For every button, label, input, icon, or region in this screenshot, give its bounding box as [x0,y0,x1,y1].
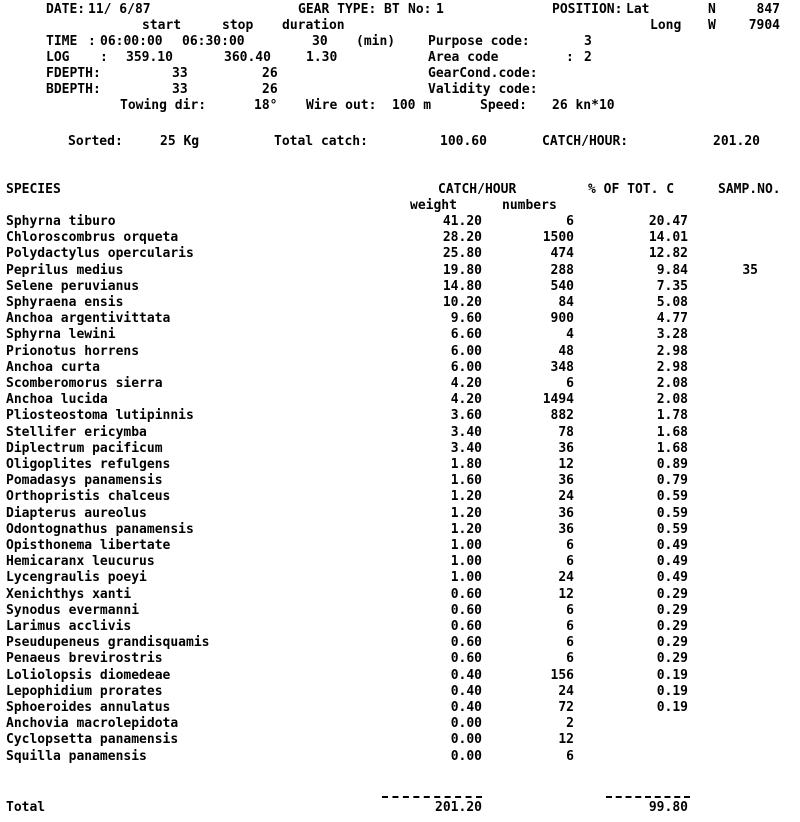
weight-total-rule [382,796,482,798]
species-numbers: 36 [558,473,574,488]
species-weight: 0.00 [450,732,482,747]
species-name: Hemicaranx leucurus [6,554,155,569]
species-pct: 0.29 [656,635,688,650]
species-pct: 20.47 [648,214,688,229]
species-weight: 1.60 [450,473,482,488]
species-weight: 1.20 [450,489,482,504]
species-name: Anchoa lucida [6,392,108,407]
species-numbers: 6 [566,214,574,229]
species-name: Pseudupeneus grandisquamis [6,635,210,650]
fdepth-stop: 26 [262,66,278,81]
speed-value: 26 kn*10 [552,98,615,113]
species-name: Cyclopsetta panamensis [6,732,179,747]
species-weight: 14.80 [442,279,482,294]
species-samp: 35 [742,263,758,278]
species-weight: 3.40 [450,441,482,456]
samp-column-header: SAMP.NO. [718,182,781,197]
species-name: Xenichthys xanti [6,587,132,602]
species-weight: 0.60 [450,651,482,666]
species-weight: 1.20 [450,506,482,521]
total-weight: 201.20 [435,800,482,815]
speed-label: Speed: [480,98,527,113]
time-stop: 06:30:00 [182,34,245,49]
species-name: Pomadasys panamensis [6,473,163,488]
species-weight: 41.20 [442,214,482,229]
species-pct: 2.98 [656,344,688,359]
gear-type-label: GEAR TYPE: [298,2,377,17]
species-weight: 1.20 [450,522,482,537]
species-name: Penaeus brevirostris [6,651,163,666]
bdepth-start: 33 [172,82,188,97]
species-name: Polydactylus opercularis [6,246,194,261]
species-pct: 0.29 [656,603,688,618]
time-label: TIME [46,34,78,49]
catch-hour-column-header: CATCH/HOUR [438,182,517,197]
species-name: Squilla panamensis [6,749,147,764]
species-weight: 0.00 [450,716,482,731]
fdepth-start: 33 [172,66,188,81]
total-catch-value: 100.60 [440,134,487,149]
towing-dir-value: 18° [254,98,278,113]
species-numbers: 882 [550,408,574,423]
species-weight: 0.60 [450,587,482,602]
wire-out-value: 100 m [392,98,432,113]
species-name: Lepophidium prorates [6,684,163,699]
catch-hour-value: 201.20 [713,134,760,149]
gear-cond-label: GearCond.code: [428,66,538,81]
species-numbers: 2 [566,716,574,731]
species-numbers: 24 [558,684,574,699]
species-pct: 1.68 [656,441,688,456]
col-duration-heading: duration [282,18,345,33]
species-name: Anchoa argentivittata [6,311,171,326]
species-name: Diplectrum pacificum [6,441,163,456]
species-weight: 0.40 [450,700,482,715]
bdepth-stop: 26 [262,82,278,97]
species-pct: 2.08 [656,376,688,391]
species-numbers: 1494 [542,392,574,407]
towing-dir-label: Towing dir: [120,98,207,113]
gear-type-value: BT [384,2,400,17]
species-weight: 25.80 [442,246,482,261]
species-name: Opisthonema libertate [6,538,171,553]
species-pct: 2.98 [656,360,688,375]
sorted-value: 25 Kg [160,134,200,149]
species-pct: 4.77 [656,311,688,326]
purpose-code-value: 3 [584,34,592,49]
species-weight: 4.20 [450,376,482,391]
species-name: Diapterus aureolus [6,506,147,521]
species-numbers: 78 [558,425,574,440]
long-value: 7904 [748,18,780,33]
species-name: Sphyrna lewini [6,327,116,342]
total-pct: 99.80 [648,800,688,815]
species-numbers: 6 [566,376,574,391]
log-duration: 1.30 [306,50,338,65]
date-value: 11/ 6/87 [88,2,151,17]
species-weight: 0.40 [450,668,482,683]
species-numbers: 4 [566,327,574,342]
species-name: Sphyraena ensis [6,295,124,310]
pct-column-header: % OF TOT. C [588,182,675,197]
log-stop: 360.40 [224,50,271,65]
species-numbers: 36 [558,441,574,456]
lat-hemisphere: N [708,2,716,17]
species-pct: 0.59 [656,506,688,521]
species-name: Oligoplites refulgens [6,457,171,472]
sorted-label: Sorted: [68,134,123,149]
log-start: 359.10 [126,50,173,65]
species-name: Sphoeroides annulatus [6,700,171,715]
species-pct: 0.49 [656,570,688,585]
species-name: Orthopristis chalceus [6,489,171,504]
species-weight: 1.80 [450,457,482,472]
long-hemisphere: W [708,18,716,33]
species-name: Loliolopsis diomedeae [6,668,171,683]
species-weight: 0.40 [450,684,482,699]
species-weight: 4.20 [450,392,482,407]
species-pct: 7.35 [656,279,688,294]
species-pct: 0.19 [656,684,688,699]
weight-column-header: weight [410,198,457,213]
no-label: No: [408,2,432,17]
species-pct: 0.59 [656,522,688,537]
species-numbers: 72 [558,700,574,715]
species-weight: 28.20 [442,230,482,245]
species-numbers: 6 [566,651,574,666]
species-pct: 9.84 [656,263,688,278]
col-start-heading: start [142,18,182,33]
species-numbers: 12 [558,732,574,747]
time-duration: 30 [312,34,328,49]
species-pct: 0.59 [656,489,688,504]
col-stop-heading: stop [222,18,254,33]
species-numbers: 6 [566,749,574,764]
area-code-label: Area code [428,50,499,65]
species-pct: 0.19 [656,700,688,715]
species-numbers: 474 [550,246,574,261]
species-pct: 0.19 [656,668,688,683]
lat-value: 847 [756,2,780,17]
species-pct: 0.79 [656,473,688,488]
species-name: Peprilus medius [6,263,124,278]
time-start: 06:00:00 [100,34,163,49]
validity-label: Validity code: [428,82,538,97]
species-pct: 0.49 [656,554,688,569]
pct-total-rule [606,796,690,798]
species-numbers: 540 [550,279,574,294]
species-weight: 1.00 [450,554,482,569]
species-name: Odontognathus panamensis [6,522,194,537]
position-label: POSITION: [552,2,623,17]
species-name: Selene peruvianus [6,279,140,294]
long-label: Long [650,18,682,33]
species-pct: 5.08 [656,295,688,310]
species-name: Larimus acclivis [6,619,132,634]
species-numbers: 348 [550,360,574,375]
numbers-column-header: numbers [502,198,557,213]
species-pct: 0.29 [656,587,688,602]
species-weight: 6.00 [450,360,482,375]
species-column-header: SPECIES [6,182,61,197]
species-numbers: 48 [558,344,574,359]
species-numbers: 900 [550,311,574,326]
wire-out-label: Wire out: [306,98,377,113]
catch-hour-label: CATCH/HOUR: [542,134,629,149]
species-name: Chloroscombrus orqueta [6,230,179,245]
species-pct: 3.28 [656,327,688,342]
species-pct: 1.68 [656,425,688,440]
species-numbers: 6 [566,603,574,618]
species-numbers: 24 [558,489,574,504]
species-numbers: 6 [566,538,574,553]
species-weight: 19.80 [442,263,482,278]
species-weight: 6.60 [450,327,482,342]
species-numbers: 36 [558,522,574,537]
species-numbers: 84 [558,295,574,310]
species-numbers: 12 [558,457,574,472]
species-numbers: 1500 [542,230,574,245]
total-label: Total [6,800,46,815]
species-weight: 3.60 [450,408,482,423]
species-pct: 12.82 [648,246,688,261]
species-name: Lycengraulis poeyi [6,570,147,585]
log-label: LOG [46,50,70,65]
species-weight: 6.00 [450,344,482,359]
species-weight: 0.60 [450,603,482,618]
fdepth-label: FDEPTH: [46,66,101,81]
species-pct: 0.49 [656,538,688,553]
area-code-value: 2 [584,50,592,65]
species-numbers: 156 [550,668,574,683]
species-name: Prionotus horrens [6,344,140,359]
species-numbers: 12 [558,587,574,602]
species-pct: 0.29 [656,651,688,666]
species-name: Synodus evermanni [6,603,140,618]
species-numbers: 288 [550,263,574,278]
species-weight: 9.60 [450,311,482,326]
lat-label: Lat [626,2,650,17]
species-weight: 10.20 [442,295,482,310]
total-catch-label: Total catch: [274,134,368,149]
species-name: Stellifer ericymba [6,425,147,440]
species-pct: 0.29 [656,619,688,634]
species-weight: 0.00 [450,749,482,764]
species-weight: 1.00 [450,570,482,585]
species-name: Pliosteostoma lutipinnis [6,408,194,423]
species-pct: 0.89 [656,457,688,472]
purpose-code-label: Purpose code: [428,34,530,49]
species-weight: 0.60 [450,635,482,650]
species-name: Sphyrna tiburo [6,214,116,229]
species-pct: 14.01 [648,230,688,245]
bdepth-label: BDEPTH: [46,82,101,97]
species-numbers: 24 [558,570,574,585]
date-label: DATE: [46,2,86,17]
no-value: 1 [436,2,444,17]
species-numbers: 6 [566,554,574,569]
time-unit: (min) [356,34,396,49]
species-numbers: 6 [566,635,574,650]
species-name: Anchoa curta [6,360,100,375]
species-weight: 3.40 [450,425,482,440]
species-numbers: 6 [566,619,574,634]
species-weight: 0.60 [450,619,482,634]
species-weight: 1.00 [450,538,482,553]
species-pct: 1.78 [656,408,688,423]
species-numbers: 36 [558,506,574,521]
species-name: Scomberomorus sierra [6,376,163,391]
species-name: Anchovia macrolepidota [6,716,179,731]
species-pct: 2.08 [656,392,688,407]
